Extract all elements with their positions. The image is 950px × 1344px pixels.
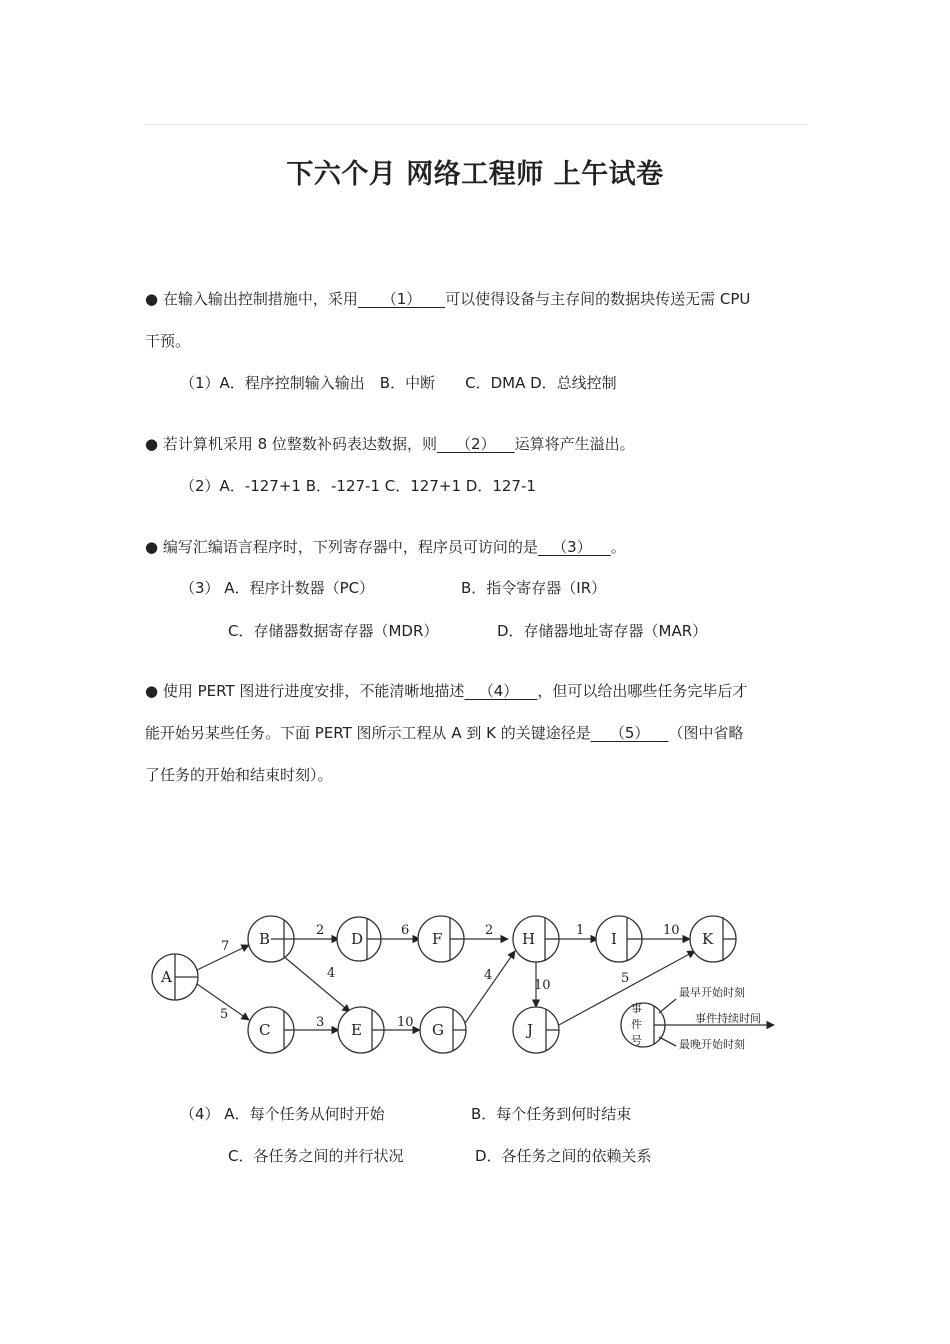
node-k-label: K [702,930,714,948]
q45-stem-line2 [145,723,743,743]
q2-stem-before: ● 若计算机采用 8 位整数补码表达数据，则 [145,435,437,453]
node-a-label: A [161,968,172,986]
node-a [152,954,198,1000]
q2-stem [145,434,635,454]
weight-i-k: 10 [663,923,680,938]
q3-stem-before: ● 编写汇编语言程序时，下列寄存器中，程序员可访问的是 [145,538,538,556]
q45-stem-line1 [145,681,747,701]
node-g-label: G [432,1021,444,1039]
q2-stem-after: 运算将产生溢出。 [514,435,635,453]
q1-stem-after: 可以使得设备与主存间的数据块传送无需 CPU [445,290,751,308]
q45-line2-after: （图中省略 [668,724,744,742]
legend-node-line2: 件 [631,1018,642,1031]
node-i [596,916,642,962]
legend-node-line1: 事 [631,1002,642,1015]
node-c-label: C [259,1021,271,1039]
weight-j-k: 5 [621,971,630,986]
q2-blank: （2） [456,435,496,453]
q45-line1-before: ● 使用 PERT 图进行进度安排，不能清晰地描述 [145,682,465,700]
node-c [248,1007,294,1053]
weight-a-b: 7 [221,939,230,954]
legend-earliest: 最早开始时刻 [679,986,745,999]
node-f-label: F [432,930,443,948]
legend-node-line3: 号 [631,1034,642,1047]
q3-option-d: D．存储器地址寄存器（MAR） [497,622,708,640]
edge-b-e [282,955,350,1012]
node-h-label: H [522,930,536,948]
node-b-label: B [259,930,271,948]
node-i-label: I [611,930,617,948]
weight-a-c: 5 [220,1007,229,1022]
q4-option-a: （4） A．每个任务从何时开始 [180,1105,385,1123]
q1-stem-line2: 干预。 [145,332,191,350]
edge-g-h [465,951,515,1023]
q3-option-b: B．指令寄存器（IR） [461,579,607,597]
node-e-label: E [351,1021,362,1039]
q1-stem-before: ● 在输入输出控制措施中，采用 [145,290,358,308]
q5-blank: （5） [609,724,650,742]
q1-options: （1）A．程序控制输入输出 B．中断 C．DMA D．总线控制 [180,374,617,392]
pert-diagram [145,905,780,1061]
q4-option-d: D．各任务之间的依赖关系 [475,1147,652,1165]
weight-h-j: 10 [534,978,551,993]
q2-options: （2）A．-127+1 B．-127-1 C．127+1 D．127-1 [180,477,536,495]
q3-stem [145,537,626,557]
legend-node [621,999,676,1047]
weight-c-e: 3 [316,1015,325,1030]
node-d-label: D [351,930,364,948]
node-j [513,1007,559,1053]
q45-stem-line3: 了任务的开始和结束时刻）。 [145,766,333,784]
weight-d-f: 6 [401,923,410,938]
q3-option-c: C．存储器数据寄存器（MDR） [228,622,439,640]
q4-option-c: C．各任务之间的并行状况 [228,1147,404,1165]
q4-option-b: B．每个任务到何时结束 [471,1105,632,1123]
node-b [248,916,294,962]
weight-f-h: 2 [485,923,494,938]
weight-e-g: 10 [397,1015,414,1030]
pert-diagram-svg [145,905,780,1057]
q1-blank: （1） [381,290,422,308]
page-title: 下六个月 网络工程师 上午试卷 [286,159,664,190]
node-j-label: J [527,1021,534,1039]
weight-h-i: 1 [576,923,585,938]
q4-blank: （4） [478,682,519,700]
q45-line1-after: ，但可以给出哪些任务完毕后才 [537,682,748,700]
weight-b-e: 4 [327,966,336,981]
header-rule [145,124,806,125]
q3-blank: （3） [552,538,592,556]
q1-stem [145,289,750,309]
q3-option-a: （3） A．程序计数器（PC） [180,579,375,597]
q3-stem-after: 。 [610,538,626,556]
legend-duration: 事件持续时间 [695,1012,761,1025]
weight-b-d: 2 [316,923,325,938]
node-h [513,916,559,962]
legend-latest: 最晚开始时刻 [679,1038,745,1051]
q45-line2-before: 能开始另某些任务。下面 PERT 图所示工程从 A 到 K 的关键途径是 [145,724,591,742]
weight-g-h: 4 [484,968,493,983]
